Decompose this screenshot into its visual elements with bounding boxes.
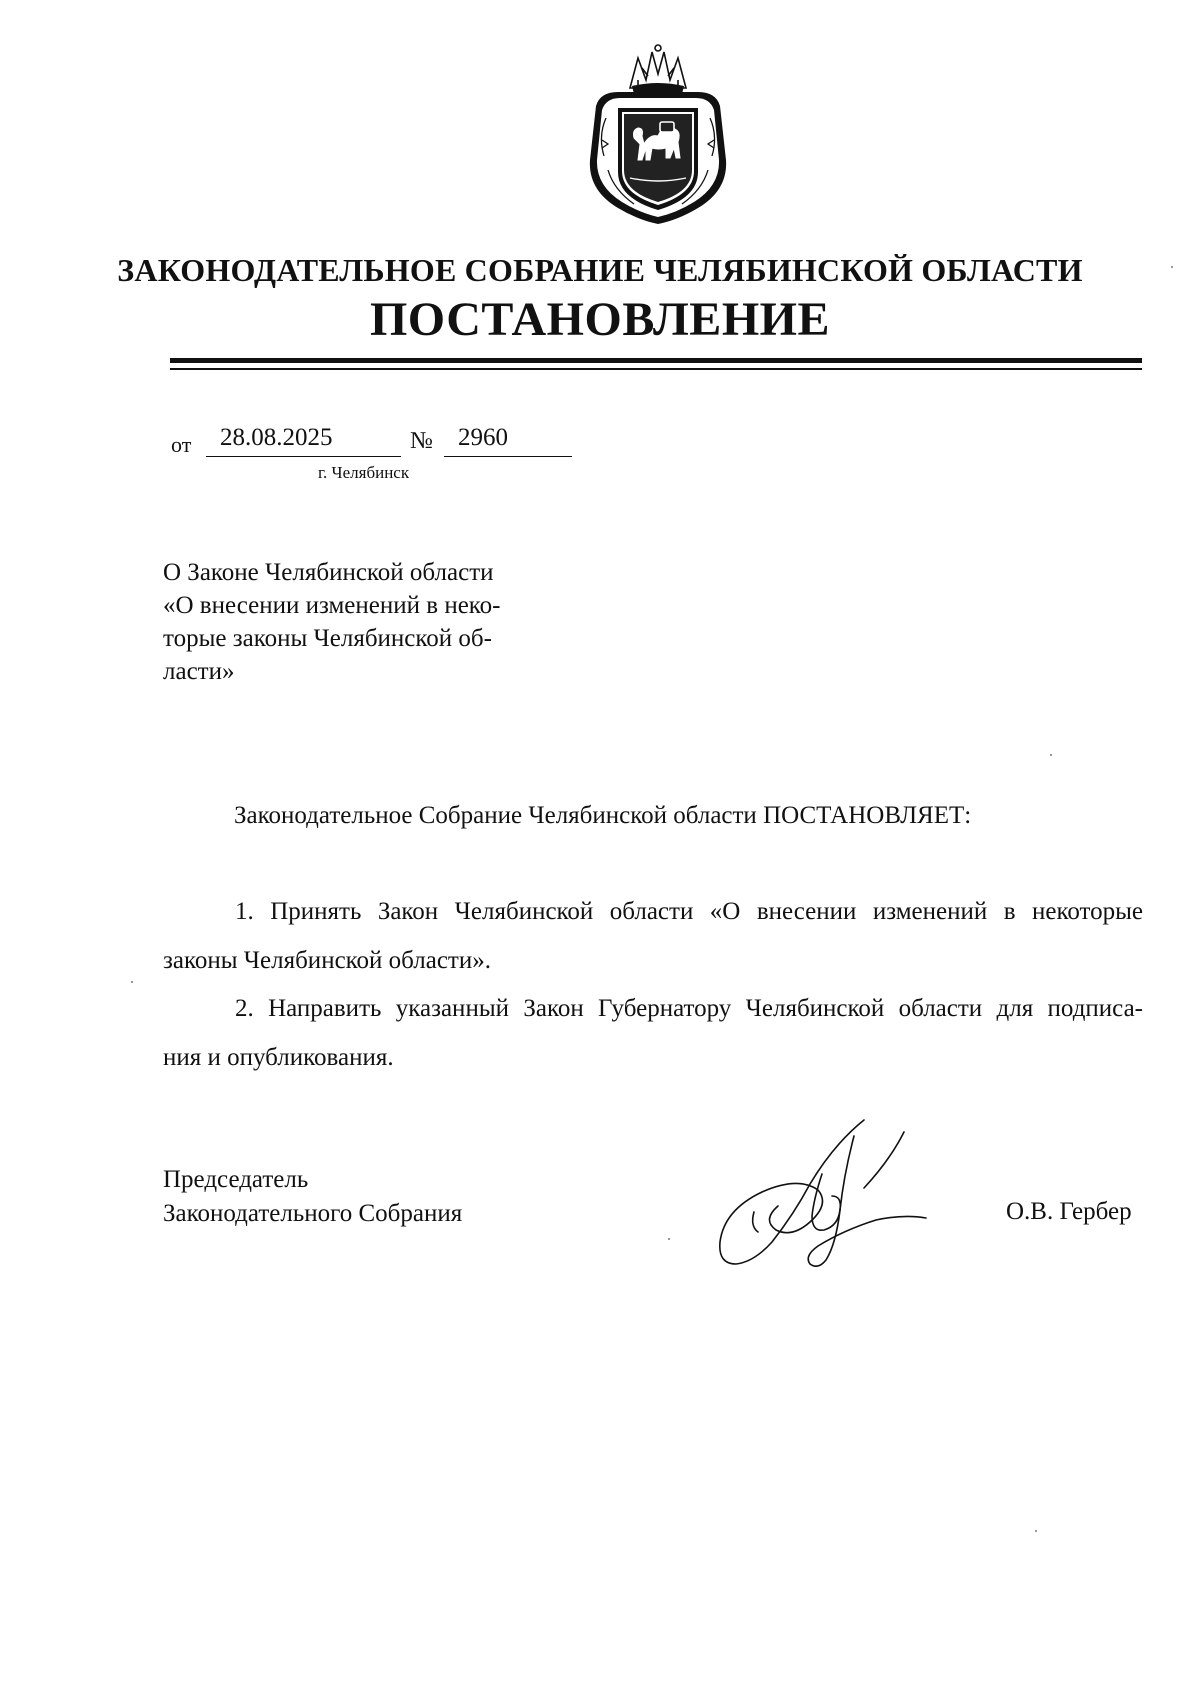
scan-speck (668, 1238, 670, 1240)
resolution-item (163, 984, 1143, 1082)
resolution-item-line: ния и опубликования. (163, 1044, 394, 1071)
subject-line: О Законе Челябинской области (163, 559, 494, 586)
scan-speck (1035, 1530, 1037, 1532)
number-label: № (410, 428, 433, 454)
document-city: г. Челябинск (318, 463, 410, 482)
subject-line: ласти» (163, 658, 235, 685)
scan-speck (131, 981, 133, 983)
subject-line: «О внесении изменений в неко- (163, 592, 501, 619)
signatory-position (163, 1163, 462, 1231)
subject-line: торые законы Челябинской об- (163, 625, 492, 652)
resolution-item-line: 1. Принять Закон Челябинской области «О внесении изменений в некоторые (235, 898, 1143, 925)
document-date: 28.08.2025 (206, 424, 401, 457)
resolution-preamble: Законодательное Собрание Челябинской области ПОСТАНОВЛЯЕТ: (234, 802, 972, 829)
coat-of-arms-icon (578, 40, 738, 226)
header-divider-thin (170, 368, 1142, 370)
scan-speck (1050, 754, 1052, 756)
resolution-item (163, 887, 1143, 985)
resolution-item-line: 2. Направить указанный Закон Губернатору Челябинской области для подписа- (235, 995, 1143, 1022)
signatory-name: О.В. Гербер (1006, 1198, 1132, 1225)
scan-speck (1171, 266, 1173, 268)
handwritten-signature-icon (714, 1114, 960, 1272)
document-subject (163, 556, 533, 688)
date-prefix-label: от (171, 432, 192, 457)
header-divider-thick (170, 358, 1142, 363)
resolution-item-line: законы Челябинской области». (163, 947, 491, 974)
organization-title: ЗАКОНОДАТЕЛЬНОЕ СОБРАНИЕ ЧЕЛЯБИНСКОЙ ОБЛАСТИ (117, 252, 1083, 288)
document-number: 2960 (444, 424, 572, 457)
signatory-position-line: Председатель (163, 1166, 309, 1193)
document-type-title: ПОСТАНОВЛЕНИЕ (369, 293, 831, 346)
signatory-position-line: Законодательного Собрания (163, 1200, 463, 1227)
